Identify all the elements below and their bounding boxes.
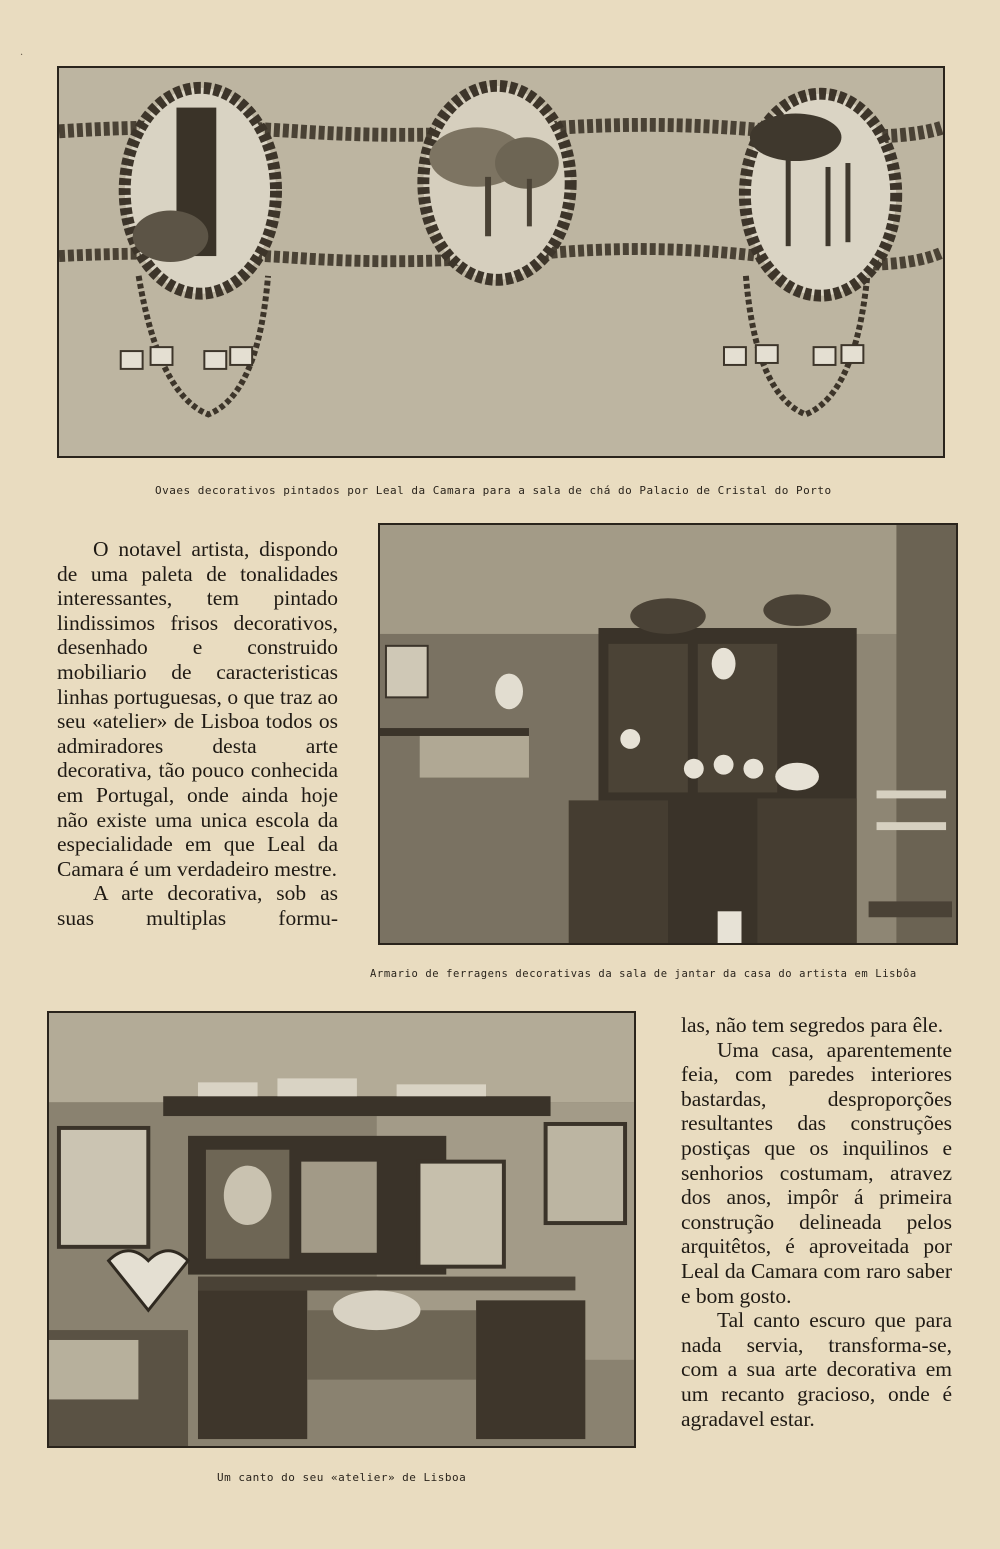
paragraph-dark-corner: Tal canto escuro que para nada servia, transforma-se, com a sua arte decorativa em um recanto gracioso, onde é agradavel estar. <box>681 1308 952 1431</box>
paragraph-decorative-art-end: las, não tem segredos para êle. <box>681 1013 944 1037</box>
paragraph-artist: O notavel artista, dispondo de uma paleta de tonalidades interessantes, tem pintado lindissimos frisos decorativos, desenhado e construido mobiliario de caracteristicas linhas portuguesas, o que traz ao seu «atelier» de Lisboa todos os admiradores desta arte decorativa, tão pouco conhecida em Portugal, onde ainda hoje não existe uma unica escola da especialidade em que Leal da Camara é um verdadeiro mestre. <box>57 537 338 881</box>
top-figure-caption: Ovaes decorativos pintados por Leal da Camara para a sala de chá do Palacio de Cristal do Porto <box>155 484 832 497</box>
middle-figure-caption: Armario de ferragens decorativas da sala de jantar da casa do artista em Lisbôa <box>370 968 917 980</box>
left-text-column <box>57 537 338 931</box>
paragraph-house: Uma casa, aparentemente feia, com paredes interiores bastardas, desproporções resultantes das construções postiças que os inquilinos e senhorios costumam, atravez dos anos, impôr á primeira construção delineada pelos arquitêtos, é aproveitada por Leal da Camara com raro saber e bom gosto. <box>681 1037 952 1308</box>
paragraph-decorative-art-start: A arte decorativa, sob as suas multiplas formu- <box>57 881 338 930</box>
decorative-ovals-photo <box>57 66 945 458</box>
right-text-column <box>681 1013 952 1431</box>
page-speck: · <box>20 50 24 61</box>
atelier-corner-photo <box>47 1011 636 1448</box>
bottom-figure-caption: Um canto do seu «atelier» de Lisboa <box>217 1471 467 1484</box>
cupboard-photo <box>378 523 958 945</box>
